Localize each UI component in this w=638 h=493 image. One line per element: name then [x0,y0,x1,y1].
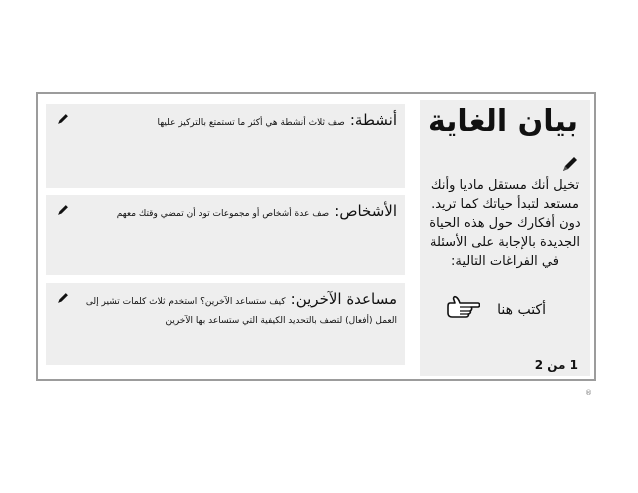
pencil-icon [56,203,70,217]
activities-prompt: صف ثلاث أنشطة هي أكثر ما تستمتع بالتركيز عليها [157,118,345,128]
footer-mark: ® [585,389,592,397]
pencil-icon [56,291,70,305]
pencil-icon [560,154,580,174]
people-prompt: صف عدة أشخاص أو مجموعات تود أن تمضي وقتك معهم [116,209,330,219]
helping-others-box[interactable] [46,283,405,365]
pencil-icon [56,112,70,126]
write-here-field[interactable]: أكتب هنا [497,302,546,318]
intro-text: تخيل أنك مستقل ماديا وأنك مستعد لتبدأ حياتك كما تريد. دون أفكارك حول هذه الحياة الجديدة بالإجابة على الأسئلة في الفراغات التالية: [429,178,581,269]
purpose-panel [420,100,590,376]
helping-others-label: مساعدة الآخرين: [290,290,397,308]
people-box[interactable] [46,195,405,275]
pointing-hand-icon [446,294,480,324]
people-label: الأشخاص: [334,202,397,220]
activities-box[interactable] [46,104,405,188]
page-title: بيان الغاية [427,104,578,139]
helping-others-prompt: كيف ستساعد الآخرين؟ استخدم ثلاث كلمات تشير إلى العمل (أفعال) لتصف بالتحديد الكيفية التي ستساعد بها الآخرين [85,297,397,326]
page-indicator: 1 من 2 [534,358,578,372]
activities-label: أنشطة: [349,111,397,129]
